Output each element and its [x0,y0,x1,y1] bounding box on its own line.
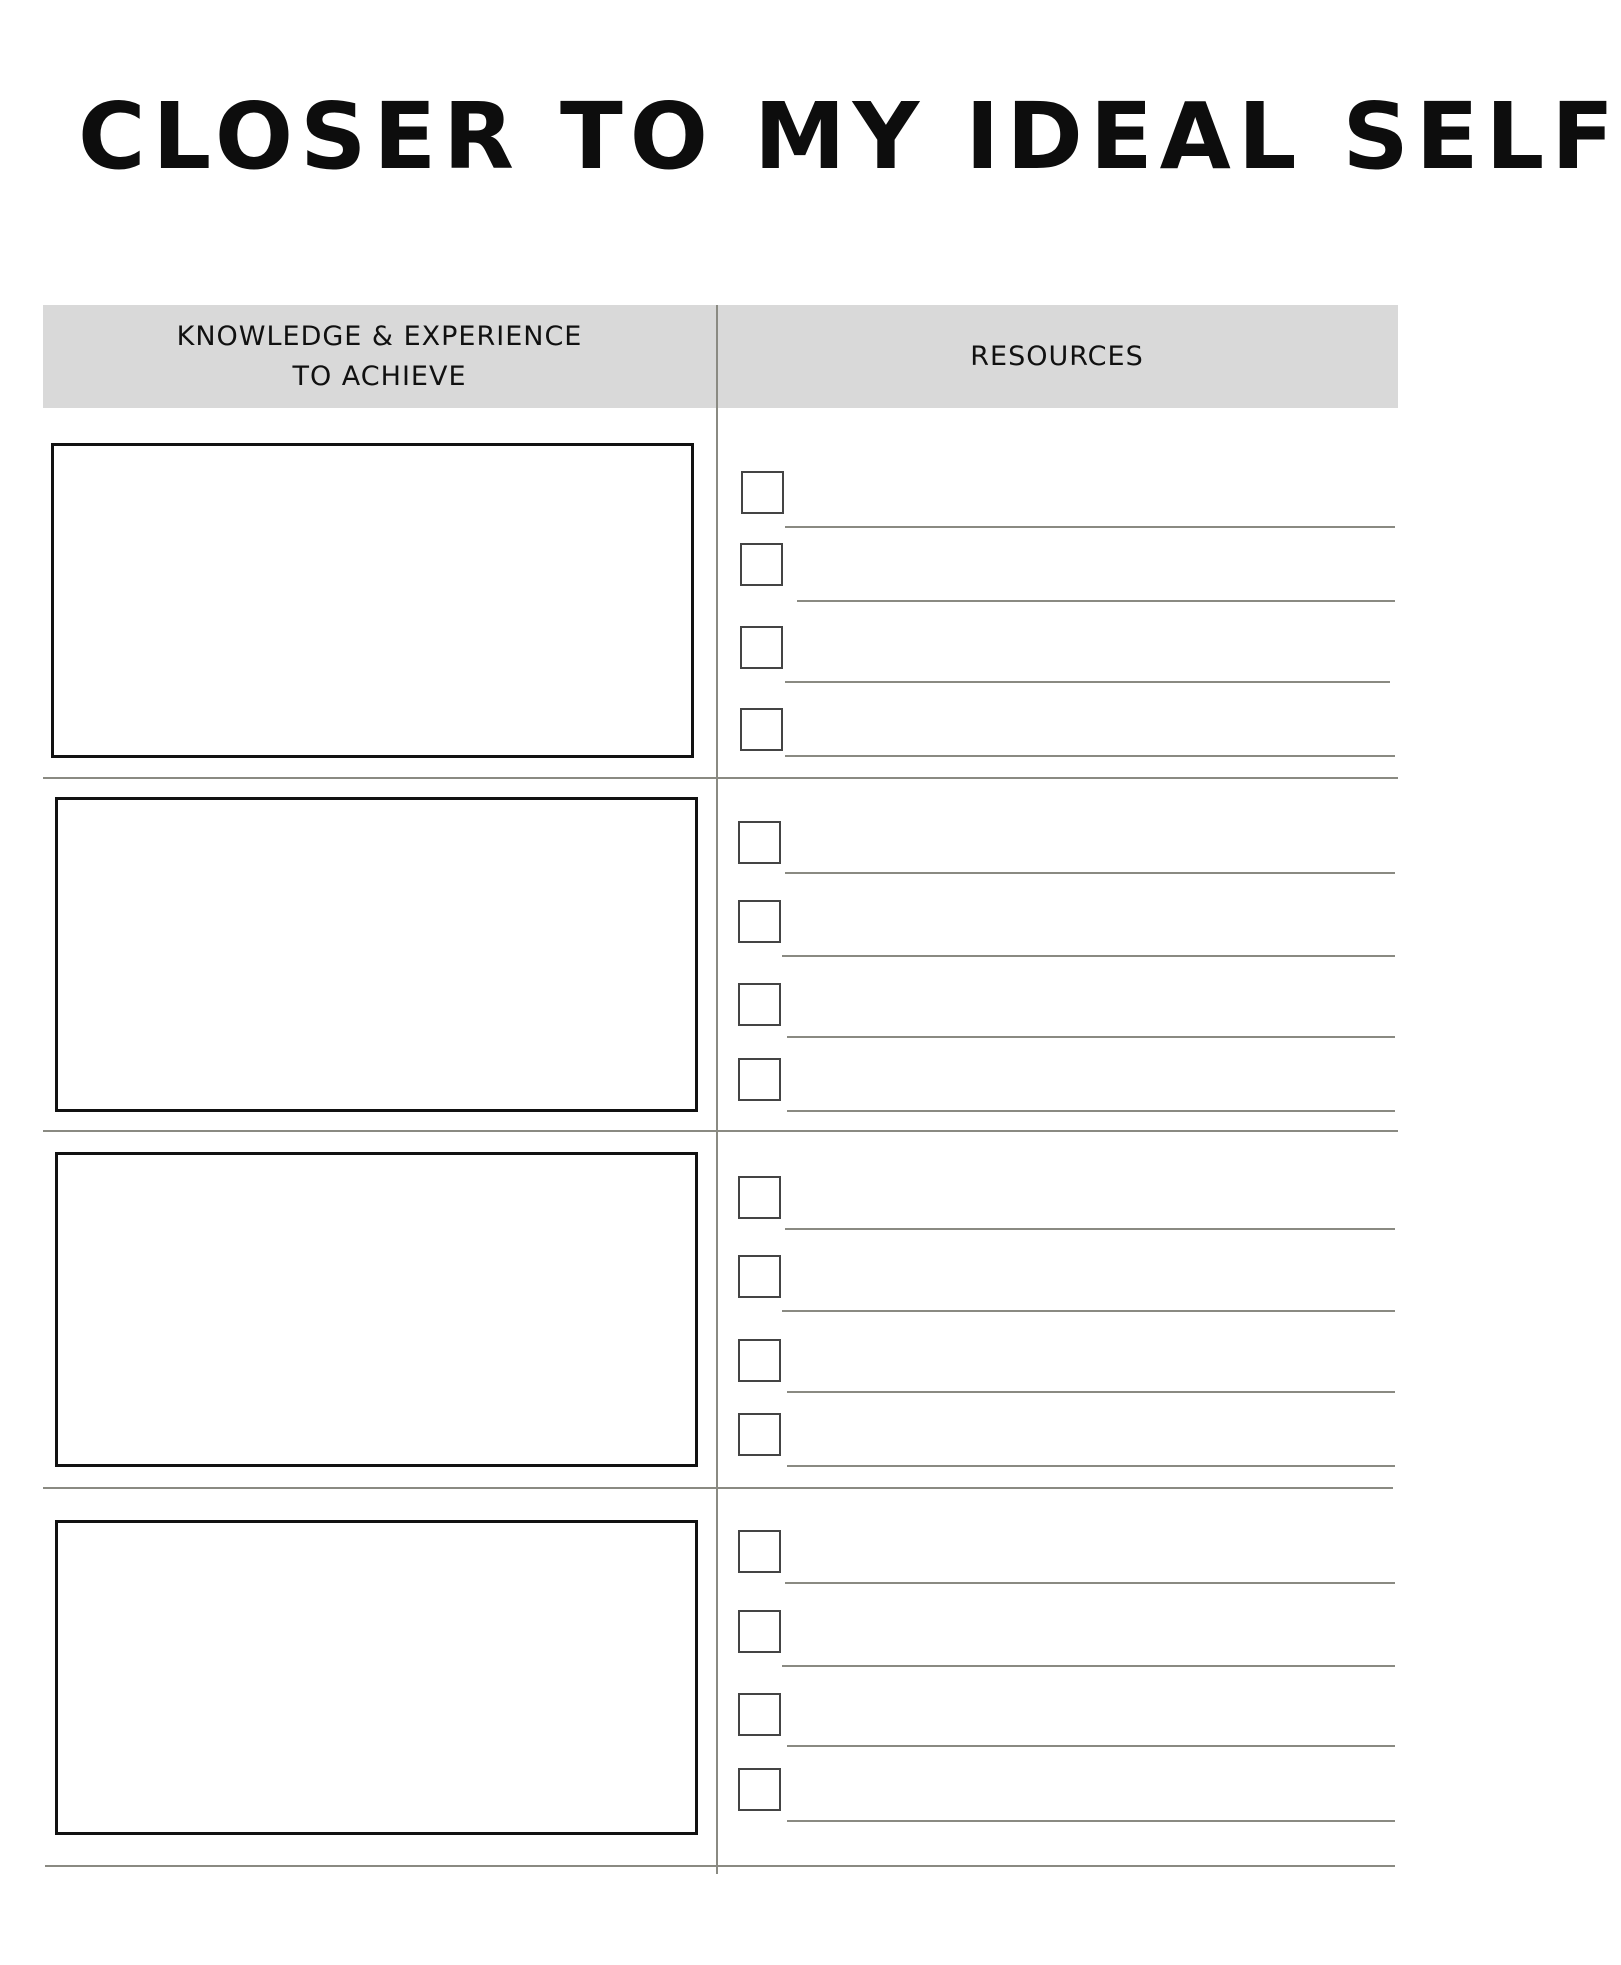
table-header [43,305,1398,408]
resource-line[interactable] [787,1465,1395,1467]
row-divider [45,1865,1395,1867]
resource-line[interactable] [787,1820,1395,1822]
resource-line[interactable] [787,1745,1395,1747]
resource-checkbox[interactable] [738,983,781,1026]
header-knowledge-line2: TO ACHIEVE [292,360,467,392]
resource-line[interactable] [797,600,1395,602]
resource-line[interactable] [785,755,1395,757]
resource-checkbox[interactable] [741,471,784,514]
header-knowledge-line1: KNOWLEDGE & EXPERIENCE [176,320,583,352]
column-divider [716,305,718,1874]
resource-line[interactable] [785,681,1390,683]
resource-line[interactable] [787,1110,1395,1112]
resource-checkbox[interactable] [738,1530,781,1573]
header-knowledge-experience [43,305,716,408]
resource-line[interactable] [782,1665,1395,1667]
row-divider [43,777,1398,779]
resource-checkbox[interactable] [740,626,783,669]
resource-checkbox[interactable] [738,1693,781,1736]
goal-textbox[interactable] [55,797,698,1112]
resource-checkbox[interactable] [738,1058,781,1101]
resource-line[interactable] [787,1391,1395,1393]
resource-checkbox[interactable] [738,821,781,864]
resource-line[interactable] [785,526,1395,528]
goal-textbox[interactable] [55,1520,698,1835]
resource-line[interactable] [785,1582,1395,1584]
resource-line[interactable] [782,1310,1395,1312]
resource-checkbox[interactable] [738,1610,781,1653]
resource-checkbox[interactable] [738,1255,781,1298]
goal-textbox[interactable] [51,443,694,758]
resource-checkbox[interactable] [738,1768,781,1811]
row-divider [43,1487,1393,1489]
resource-checkbox[interactable] [738,1413,781,1456]
resource-line[interactable] [787,1036,1395,1038]
resource-line[interactable] [785,872,1395,874]
resource-line[interactable] [782,955,1395,957]
resource-line[interactable] [785,1228,1395,1230]
resource-checkbox[interactable] [738,900,781,943]
goal-textbox[interactable] [55,1152,698,1467]
resource-checkbox[interactable] [738,1176,781,1219]
resource-checkbox[interactable] [738,1339,781,1382]
resource-checkbox[interactable] [740,708,783,751]
header-resources: RESOURCES [970,340,1144,372]
resource-checkbox[interactable] [740,543,783,586]
row-divider [43,1130,1398,1132]
page-title: CLOSER TO MY IDEAL SELF [78,83,1621,190]
